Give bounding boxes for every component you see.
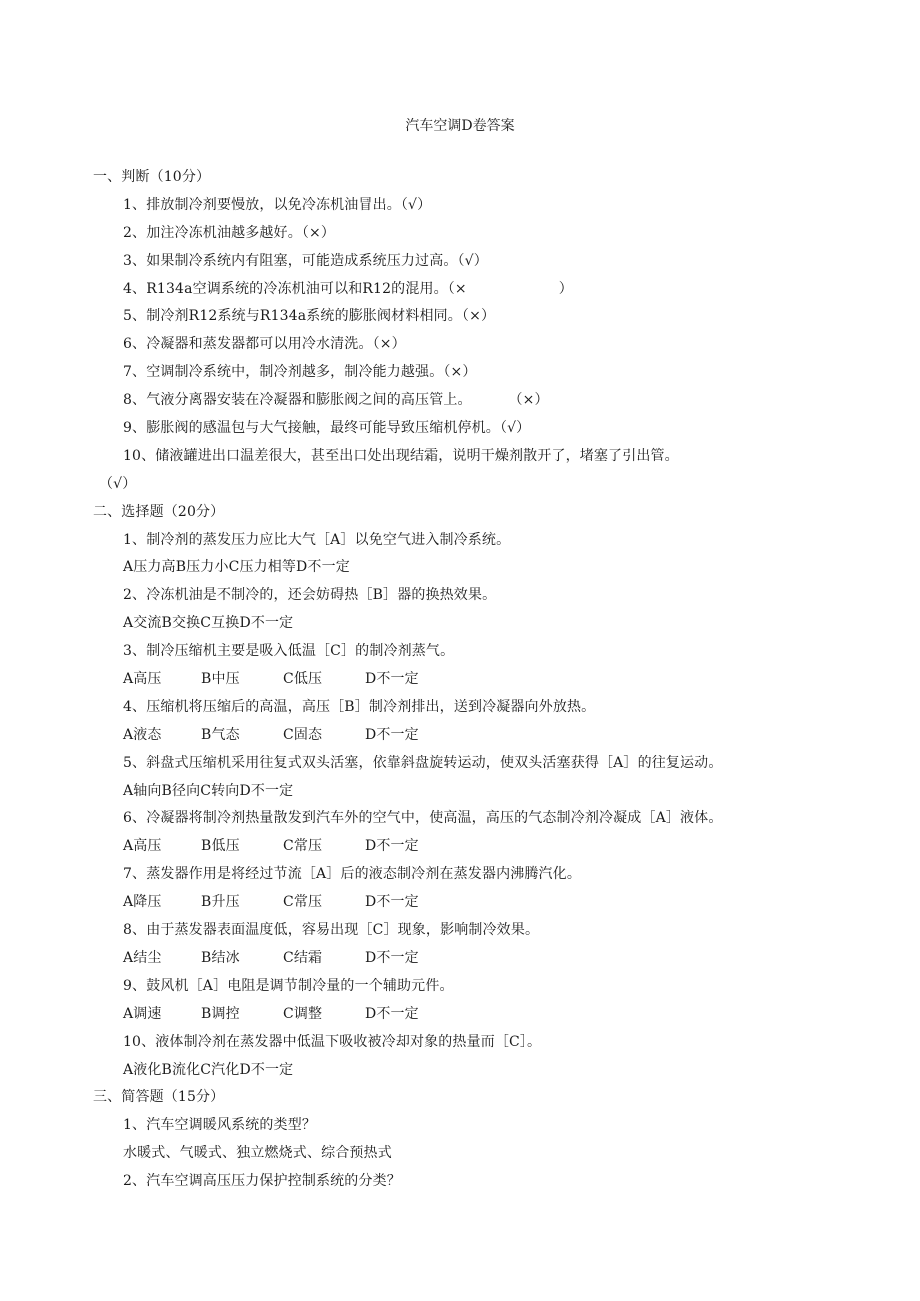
choice-question-5: 5、斜盘式压缩机采用往复式双头活塞，依靠斜盘旋转运动，使双头活塞获得［A］的往复运动。 — [123, 754, 723, 771]
judgment-item-4: 4、R134a空调系统的冷冻机油可以和R12的混用。（× ） — [123, 280, 573, 297]
option-d: D不一定 — [365, 838, 419, 855]
option-d: D不一定 — [365, 726, 419, 743]
choice-options-3 — [0, 666, 920, 694]
option-a: A高压 — [123, 838, 162, 855]
choice-options-8 — [0, 945, 920, 973]
short-answer-question-1: 1、汽车空调暖风系统的类型？ — [123, 1117, 317, 1134]
judgment-item-2: 2、加注冷冻机油越多越好。（×） — [123, 224, 336, 241]
judgment-item-8: 8、气液分离器安装在冷凝器和膨胀阀之间的高压管上。 （×） — [123, 392, 549, 409]
option-d: D不一定 — [365, 1005, 419, 1022]
option-c: C低压 — [283, 671, 323, 688]
judgment-item-9: 9、膨胀阀的感温包与大气接触，最终可能导致压缩机停机。（√） — [123, 420, 531, 437]
option-a: A降压 — [123, 894, 162, 911]
choice-options-9 — [0, 1001, 920, 1029]
choice-question-4: 4、压缩机将压缩后的高温，高压［B］制冷剂排出，送到冷凝器向外放热。 — [123, 698, 596, 715]
choice-question-6: 6、冷凝器将制冷剂热量散发到汽车外的空气中，使高温，高压的气态制冷剂冷凝成［A］液体。 — [123, 810, 723, 827]
choice-options-5: A轴向B径向C转向D不一定 — [123, 782, 294, 799]
option-d: D不一定 — [365, 894, 419, 911]
document-title: 汽车空调D卷答案 — [405, 118, 515, 134]
option-c: C固态 — [283, 726, 323, 743]
option-d: D不一定 — [365, 949, 419, 966]
document-body — [0, 164, 920, 1196]
choice-question-7: 7、蒸发器作用是将经过节流［A］后的液态制冷剂在蒸发器内沸腾汽化。 — [123, 866, 581, 883]
short-answer-answer-1: 水暖式、气暖式、独立燃烧式、综合预热式 — [123, 1145, 392, 1162]
choice-question-10: 10、液体制冷剂在蒸发器中低温下吸收被冷却对象的热量而［C］。 — [123, 1033, 542, 1050]
choice-options-10: A液化B流化C汽化D不一定 — [123, 1061, 294, 1078]
choice-options-6 — [0, 833, 920, 861]
option-a: A液态 — [123, 726, 162, 743]
judgment-item-6: 6、冷凝器和蒸发器都可以用冷水清洗。（×） — [123, 336, 406, 353]
section-heading-judgment: 一、判断（10分） — [93, 169, 211, 185]
option-a: A结尘 — [123, 949, 162, 966]
judgment-item-5: 5、制冷剂R12系统与R134a系统的膨胀阀材料相同。（×） — [123, 308, 496, 325]
judgment-item-10-answer: （√） — [99, 475, 137, 492]
option-c: C常压 — [283, 894, 323, 911]
choice-question-9: 9、鼓风机［A］电阻是调节制冷量的一个辅助元件。 — [123, 977, 454, 994]
option-b: B结冰 — [201, 949, 240, 966]
choice-options-2: A交流B交换C互换D不一定 — [123, 615, 294, 632]
judgment-item-10: 10、储液罐进出口温差很大，甚至出口处出现结霜，说明干燥剂散开了，堵塞了引出管。 — [123, 447, 679, 464]
choice-question-8: 8、由于蒸发器表面温度低，容易出现［C］现象，影响制冷效果。 — [123, 922, 540, 939]
choice-options-1: A压力高B压力小C压力相等D不一定 — [123, 559, 350, 576]
option-d: D不一定 — [365, 671, 419, 688]
option-b: B低压 — [201, 838, 240, 855]
choice-question-3: 3、制冷压缩机主要是吸入低温［C］的制冷剂蒸气。 — [123, 643, 455, 660]
choice-question-1: 1、制冷剂的蒸发压力应比大气［A］以免空气进入制冷系统。 — [123, 531, 511, 548]
option-c: C调整 — [283, 1005, 323, 1022]
option-b: B中压 — [201, 671, 240, 688]
choice-options-7 — [0, 889, 920, 917]
choice-question-2: 2、冷冻机油是不制冷的，还会妨碍热［B］器的换热效果。 — [123, 587, 497, 604]
judgment-item-7: 7、空调制冷系统中，制冷剂越多，制冷能力越强。（×） — [123, 364, 477, 381]
judgment-item-3: 3、如果制冷系统内有阻塞，可能造成系统压力过高。（√） — [123, 252, 488, 269]
option-c: C结霜 — [283, 949, 323, 966]
option-a: A调速 — [123, 1005, 162, 1022]
short-answer-question-2: 2、汽车空调高压压力保护控制系统的分类？ — [123, 1173, 401, 1190]
option-b: B气态 — [201, 726, 240, 743]
choice-options-4 — [0, 722, 920, 750]
judgment-item-1: 1、排放制冷剂要慢放，以免冷冻机油冒出。（√） — [123, 196, 432, 213]
section-heading-choice: 二、选择题（20分） — [93, 503, 225, 520]
option-c: C常压 — [283, 838, 323, 855]
option-b: B调控 — [201, 1005, 240, 1022]
option-a: A高压 — [123, 671, 162, 688]
option-b: B升压 — [201, 894, 240, 911]
section-heading-short-answer: 三、简答题（15分） — [93, 1089, 225, 1106]
